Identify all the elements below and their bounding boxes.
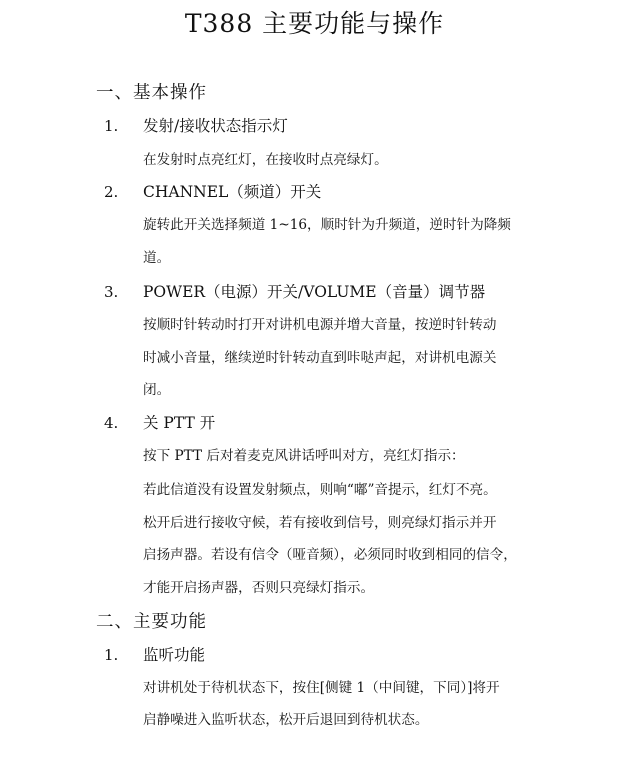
- item-text-line: 闭。: [143, 382, 171, 398]
- item-heading-power-volume: POWER（电源）开关/VOLUME（音量）调节器: [143, 283, 486, 301]
- item-text-line: 启扬声器。若设有信令（哑音频），必须同时收到相同的信令，: [143, 547, 517, 563]
- item-text-line: 对讲机处于待机状态下，按住[侧键 1（中间键，下同）]将开: [143, 680, 500, 696]
- item-heading-channel-switch: CHANNEL（频道）开关: [143, 183, 322, 201]
- item-text-line: 旋转此开关选择频道 1~16，顺时针为升频道，逆时针为降频: [143, 217, 511, 233]
- item-text-line: 道。: [143, 250, 171, 266]
- item-heading-tx-rx-indicator: 发射/接收状态指示灯: [143, 117, 288, 135]
- item-heading-monitor: 监听功能: [143, 646, 206, 664]
- section-heading-main-functions: 二、主要功能: [96, 612, 207, 632]
- item-text-line: 才能开启扬声器，否则只亮绿灯指示。: [143, 580, 375, 596]
- item-number: 1.: [104, 117, 119, 135]
- item-number: 2.: [104, 183, 119, 201]
- item-text-line: 在发射时点亮红灯，在接收时点亮绿灯。: [143, 152, 388, 168]
- page-title: T388 主要功能与操作: [184, 9, 445, 38]
- item-text-line: 按下 PTT 后对着麦克风讲话呼叫对方，亮红灯指示：: [143, 448, 465, 464]
- item-number: 3.: [104, 283, 119, 301]
- item-heading-ptt: 关 PTT 开: [143, 414, 216, 432]
- item-number: 4.: [104, 414, 119, 432]
- item-text-line: 启静噪进入监听状态，松开后退回到待机状态。: [143, 712, 429, 728]
- section-heading-basic-operation: 一、基本操作: [96, 83, 207, 103]
- item-text-line: 若此信道没有设置发射频点，则响“嘟”音提示，红灯不亮。: [143, 482, 497, 498]
- item-text-line: 按顺时针转动时打开对讲机电源并增大音量，按逆时针转动: [143, 317, 497, 333]
- item-text-line: 时减小音量，继续逆时针转动直到咔哒声起，对讲机电源关: [143, 350, 497, 366]
- item-number: 1.: [104, 646, 119, 664]
- item-text-line: 松开后进行接收守候，若有接收到信号，则亮绿灯指示并开: [143, 515, 497, 531]
